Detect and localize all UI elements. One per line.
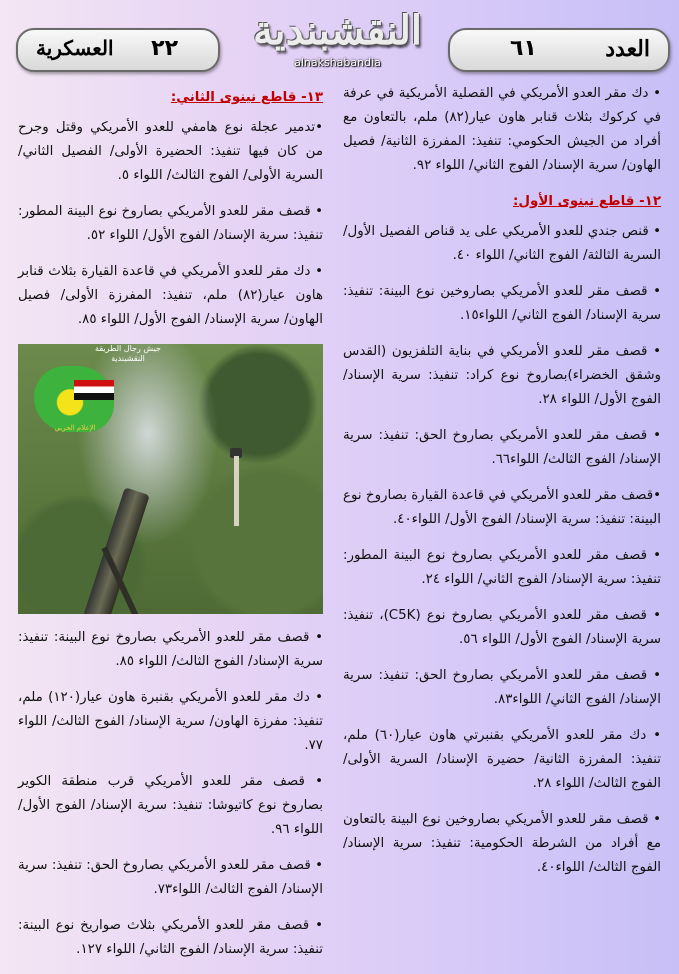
article-paragraph: • قصف مقر للعدو الأمريكي بصاروخين نوع البينة: تنفيذ: سرية الإسناد/ الفوج الثاني/ اللواء١٥. [343,284,661,323]
section-label: العسكرية [36,36,114,60]
right-column [343,82,661,892]
section-tab [16,28,220,72]
article-paragraph: • قصف مقر للعدو الأمريكي بصاروخ نوع البينة المطور: تنفيذ: سرية الإسناد/ الفوج الثاني/ اللواء ٢٤. [343,548,661,587]
article-paragraph: • قصف مقر للعدو الأمريكي في بناية التلفزيون (القدس وشقق الخضراء)بصاروخ نوع كراد: تنفيذ: سرية الإسناد/ الفوج الأول/ اللواء ٢٨. [343,344,661,407]
issue-label: العدد [605,36,650,62]
page-header [0,0,679,80]
article-paragraph: • قصف مقر للعدو الأمريكي قرب منطقة الكوير بصاروخ نوع كاتيوشا: تنفيذ: سرية الإسناد/ الفوج الأول/ اللواء ٩٦. [18,774,323,837]
emblem-caption-bottom: الإعلام الحربي [54,424,96,432]
article-paragraph: • دك مقر العدو الأمريكي في القصلية الأمريكية في عرفة في كركوك بثلاث قنابر هاون عيار(٨٢) ملم، بالتعاون مع أفراد من الجيش الحكومي: تنفيذ: المفرزة الثانية/ فصيل الهاون/ سرية الإسناد/ الفوج الثاني/ اللواء ٩٢. [343,86,661,173]
left-column [18,82,323,974]
mortar-photo [18,344,323,614]
emblem-caption-top: جيش رجال الطريقة النقشبندية [95,344,161,363]
section-heading-nineveh-second: ١٣- قاطع نينوى الثاني: [170,90,323,105]
article-paragraph: • قنص جندي للعدو الأمريكي على يد قناص الفصيل الأول/ السرية الثالثة/ الفوج الثاني/ اللواء ٤٠. [343,224,661,263]
article-paragraph: • قصف مقر للعدو الأمريكي بصاروخ نوع البينة: تنفيذ: سرية الإسناد/ الفوج الثالث/ اللواء ٨٥. [18,630,323,669]
issue-number: ٦١ [510,36,537,61]
logo-url: alnakshabandia [294,56,381,69]
article-paragraph: • دك مقر للعدو الأمريكي بقنبرتي هاون عيار(٦٠) ملم، تنفيذ: المفرزة الثانية/ حضيرة الإسناد/ السرية الأولى/ الفوج الثالث/ اللواء ٢٨. [343,728,661,791]
page-number: ٢٢ [151,36,178,61]
article-paragraph: • قصف مقر للعدو الأمريكي بصاروخ الحق: تنفيذ: سرية الإسناد/ الفوج الثالث/ اللواء٦٦. [343,428,661,467]
article-paragraph: • قصف مقر للعدو الأمريكي بصاروخ نوع البينة المطور: تنفيذ: سرية الإسناد/ الفوج الأول/ اللواء ٥٢. [18,204,323,243]
article-paragraph: • دك مقر للعدو الأمريكي في قاعدة القيارة بثلاث قنابر هاون عيار(٨٢) ملم، تنفيذ: المفرزة الأولى/ فصيل الهاون/ سرية الإسناد/ الفوج الأول/ اللواء ٨٥. [18,264,324,327]
article-paragraph: • قصف مقر للعدو الأمريكي بثلاث صواريخ نوع البينة: تنفيذ: سرية الإسناد/ الفوج الثاني/ اللواء ١٢٧. [18,918,323,957]
article-paragraph: •تدمير عجلة نوع هامفي للعدو الأمريكي وقتل وجرح من كان فيها تنفيذ: الحضيرة الأولى/ الفصيل الثاني/ السرية الأولى/ الفوج الثالث/ اللواء ٥. [18,120,323,183]
iraqi-flag-icon [74,380,114,400]
article-paragraph: •قصف مقر للعدو الأمريكي في قاعدة القيارة بصاروخ نوع البينة: تنفيذ: سرية الإسناد/ الفوج الأول/ اللواء٤٠. [343,488,661,527]
stake [234,456,239,526]
magazine-logo [230,6,445,78]
article-paragraph: • قصف مقر للعدو الأمريكي بصاروخ نوع (C5K)، تنفيذ: سرية الإسناد/ الفوج الأول/ اللواء ٥٦. [343,608,661,647]
article-paragraph: • قصف مقر للعدو الأمريكي بصاروخ الحق: تنفيذ: سرية الإسناد/ الفوج الثالث/ اللواء٧٣. [18,858,323,897]
article-paragraph: • قصف مقر للعدو الأمريكي بصاروخ الحق: تنفيذ: سرية الإسناد/ الفوج الثاني/ اللواء٨٣. [343,668,661,707]
article-paragraph: • دك مقر للعدو الأمريكي بقنبرة هاون عيار(١٢٠) ملم، تنفيذ: مفرزة الهاون/ سرية الإسناد/ الفوج الثالث/ اللواء ٧٧. [18,690,323,753]
article-paragraph: • قصف مقر للعدو الأمريكي بصاروخين نوع البينة بالتعاون مع أفراد من الشرطة الحكومية: تنفيذ: سرية الإسناد/ الفوج الثالث/ اللواء٤٠. [343,812,661,875]
section-heading-nineveh-first: ١٢- قاطع نينوى الأول: [513,194,661,209]
mortar-tube [79,487,150,614]
issue-tab [448,28,670,72]
logo-title: النقشبندية [252,7,422,54]
